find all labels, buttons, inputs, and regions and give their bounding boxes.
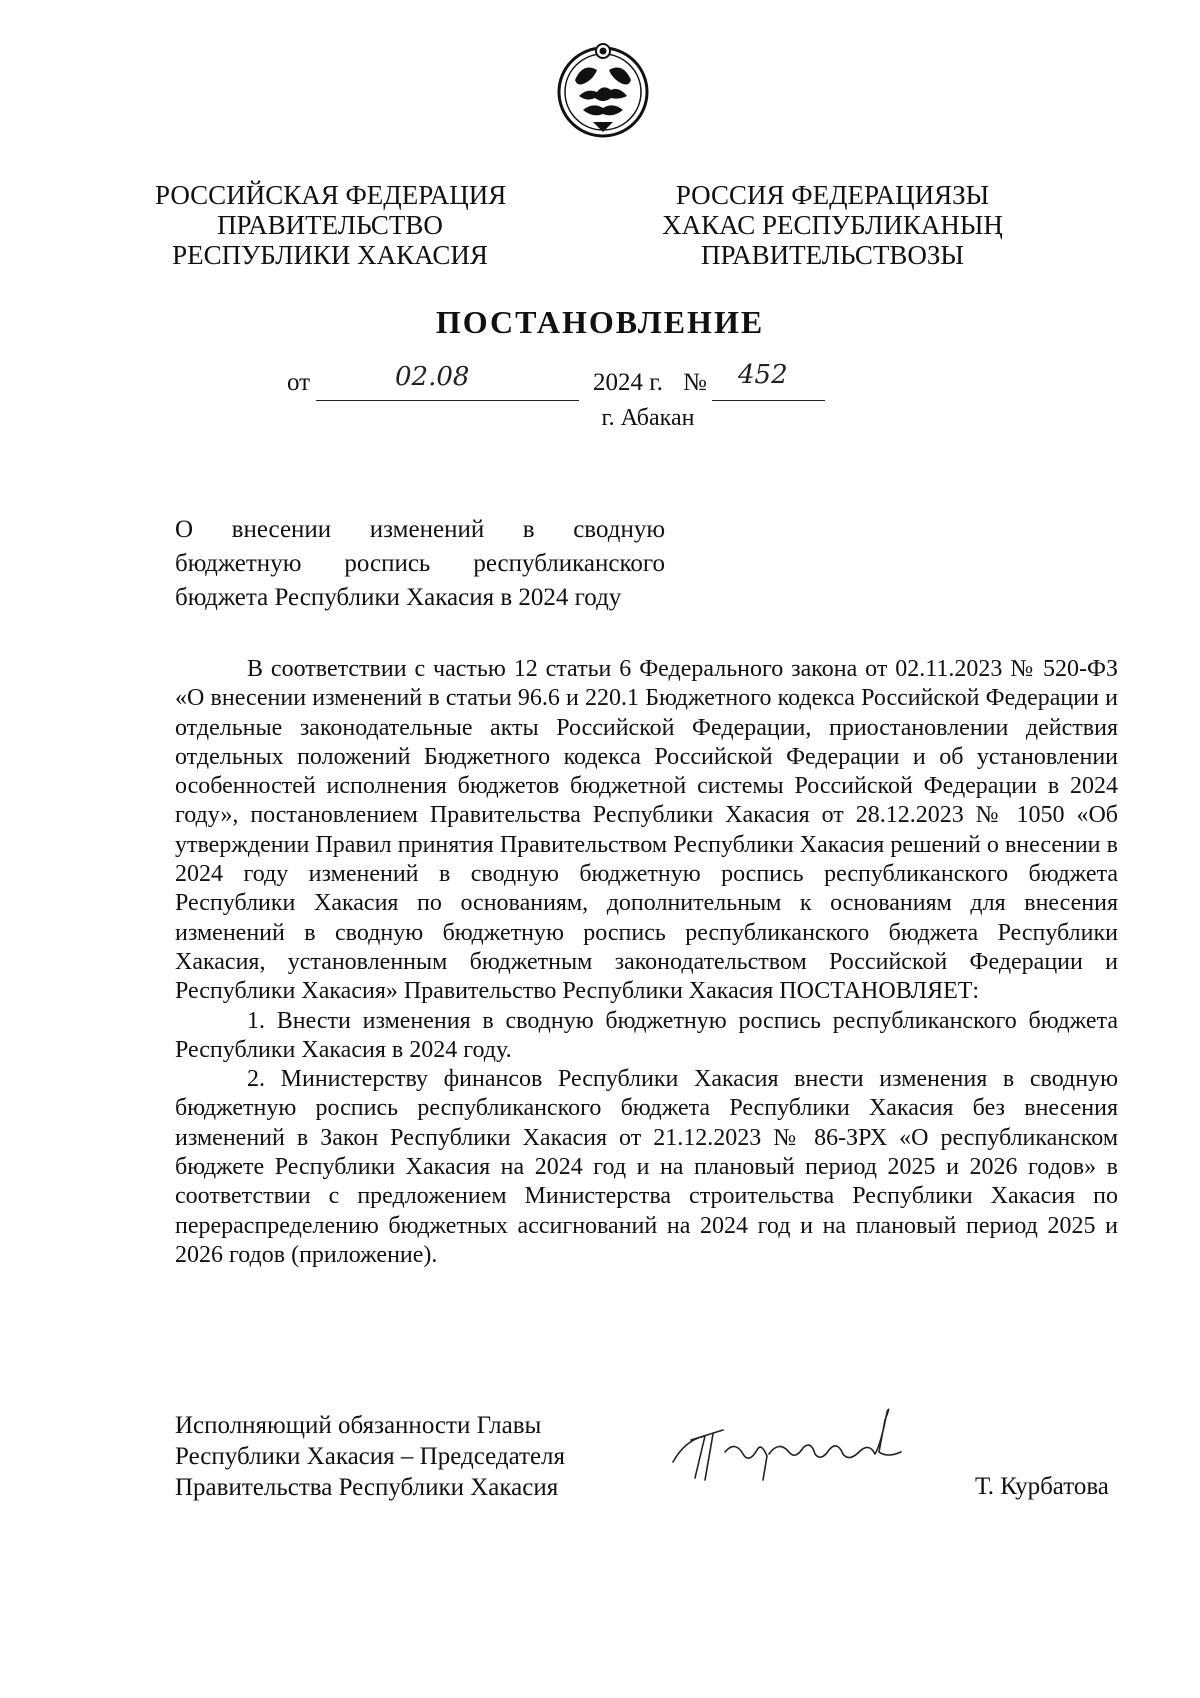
city-label: г. Абакан [601,405,695,431]
header-russian [155,180,505,270]
handwritten-date: 02.08 [395,362,470,392]
position-line: Республики Хакасия – Председателя [175,1443,566,1470]
from-label: от [287,369,311,396]
handwritten-signature [665,1400,925,1490]
signatory-position [175,1410,565,1503]
document-body [175,655,1118,1270]
handwritten-number: 452 [738,360,788,390]
header-line: РЕСПУБЛИКИ ХАКАСИЯ [172,240,488,270]
body-paragraph: В соответствии с частью 12 статьи 6 Федерального закона от 02.11.2023 № 520-ФЗ «О внесении изменений в статьи 96.6 и 220.1 Бюджетного кодекса Российской Федерации и отдельные законодательные акты Российской Федерации, приостановлении действия отдельных положений Бюджетного кодекса Российской Федерации и об установлении особенностей исполнения бюджетов бюджетной системы Российской Федерации в 2024 году», постановлением Правительства Республики Хакасия от 28.12.2023 № 1050 «Об утверждении Правил принятия Правительством Республики Хакасия решений о внесении в 2024 году изменений в сводную бюджетную роспись республиканского бюджета Республики Хакасия по основаниям, дополнительным к основаниям для внесения изменений в сводную бюджетную роспись республиканского бюджета Республики Хакасия, установленным бюджетным законодательством Российской Федерации и Республики Хакасия» Правительство Республики Хакасия ПОСТАНОВЛЯЕТ: [175,656,1118,1005]
header-khakas [640,180,1025,270]
position-line: Исполняющий обязанности Главы [175,1412,542,1439]
body-paragraph: 1. Внести изменения в сводную бюджетную роспись республиканского бюджета Республики Хакасия в 2024 году. [175,1007,1118,1063]
year-label: 2024 г. [593,369,663,396]
header-line: ХАКАС РЕСПУБЛИКАНЫҢ [662,210,1003,240]
body-paragraph: 2. Министерству финансов Республики Хакасия внести изменения в сводную бюджетную роспись республиканского бюджета Республики Хакасия без внесения изменений в Закон Республики Хакасия от 21.12.2023 № 86-ЗРХ «О республиканском бюджете Республики Хакасия на 2024 год и на плановый период 2025 и 2026 годов» в соответствии с предложением Министерства строительства Республики Хакасия по перераспределению бюджетных ассигнований на 2024 год и на плановый период 2025 и 2026 годов (приложение). [175,1066,1118,1268]
document-title: ПОСТАНОВЛЕНИЕ [435,304,765,340]
signer-name: Т. Курбатова [975,1473,1109,1500]
position-line: Правительства Республики Хакасия [175,1474,559,1501]
number-label: № [683,369,707,396]
number-underline [712,400,825,401]
coat-of-arms-icon [553,40,653,140]
header-line: ПРАВИТЕЛЬСТВОЗЫ [701,240,964,270]
header-line: РОССИЙСКАЯ ФЕДЕРАЦИЯ [155,180,507,210]
document-subject: О внесении изменений в сводную бюджетную роспись республиканского бюджета Республики Хакасия в 2024 году [175,516,665,611]
date-underline [316,400,579,401]
header-line: ПРАВИТЕЛЬСТВО [217,210,443,240]
header-line: РОССИЯ ФЕДЕРАЦИЯЗЫ [675,180,990,210]
